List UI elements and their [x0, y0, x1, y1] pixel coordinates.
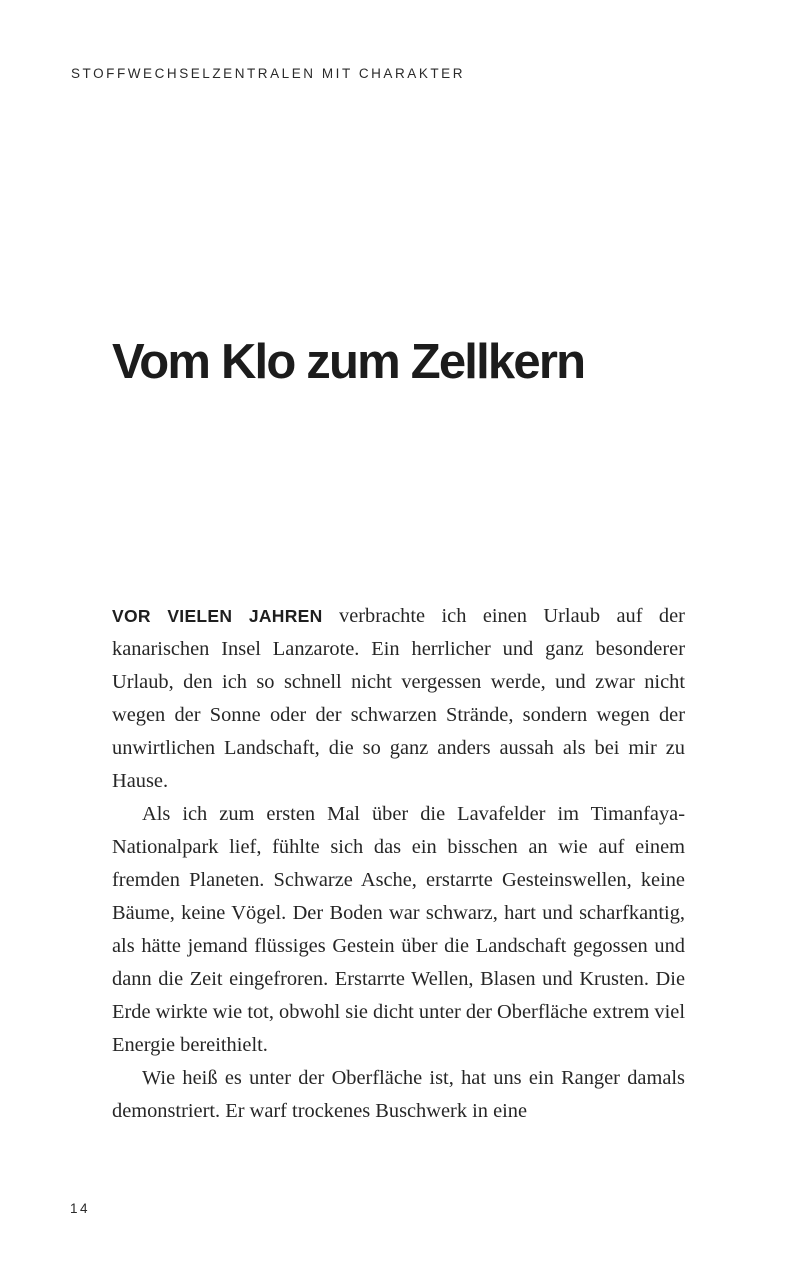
- paragraph-2: Als ich zum ersten Mal über die Lavafelder im Timanfaya-Nationalpark lief, fühlte sich das ein bisschen an wie auf einem fremden Planeten. Schwarze Asche, erstarrte Gesteinswellen, keine Bäume, keine Vögel. Der Boden war schwarz, hart und scharfkantig, als hätte jemand flüssiges Gestein über die Landschaft gegossen und dann die Zeit eingefroren. Erstarrte Wellen, Blasen und Krusten. Die Erde wirkte wie tot, obwohl sie dicht unter der Oberfläche extrem viel Energie bereithielt.: [112, 803, 685, 1056]
- lead-in: VOR VIELEN JAHREN: [112, 606, 323, 626]
- paragraph-1: [112, 600, 685, 798]
- chapter-title: Vom Klo zum Zellkern: [112, 335, 585, 389]
- paragraph-1-text: verbrachte ich einen Urlaub auf der kanarischen Insel Lanzarote. Ein herrlicher und ganz besonderer Urlaub, den ich so schnell nicht vergessen werde, und zwar nicht wegen der Sonne oder der schwarzen Strände, sondern wegen der unwirtlichen Landschaft, die so ganz anders aussah als bei mir zu Hause.: [112, 605, 685, 792]
- paragraph-3: Wie heiß es unter der Oberfläche ist, hat uns ein Ranger damals demonstriert. Er warf trockenes Buschwerk in eine: [112, 1067, 685, 1122]
- page-number: 14: [70, 1201, 91, 1216]
- running-head: STOFFWECHSELZENTRALEN MIT CHARAKTER: [71, 66, 466, 81]
- body-text: [112, 600, 685, 1128]
